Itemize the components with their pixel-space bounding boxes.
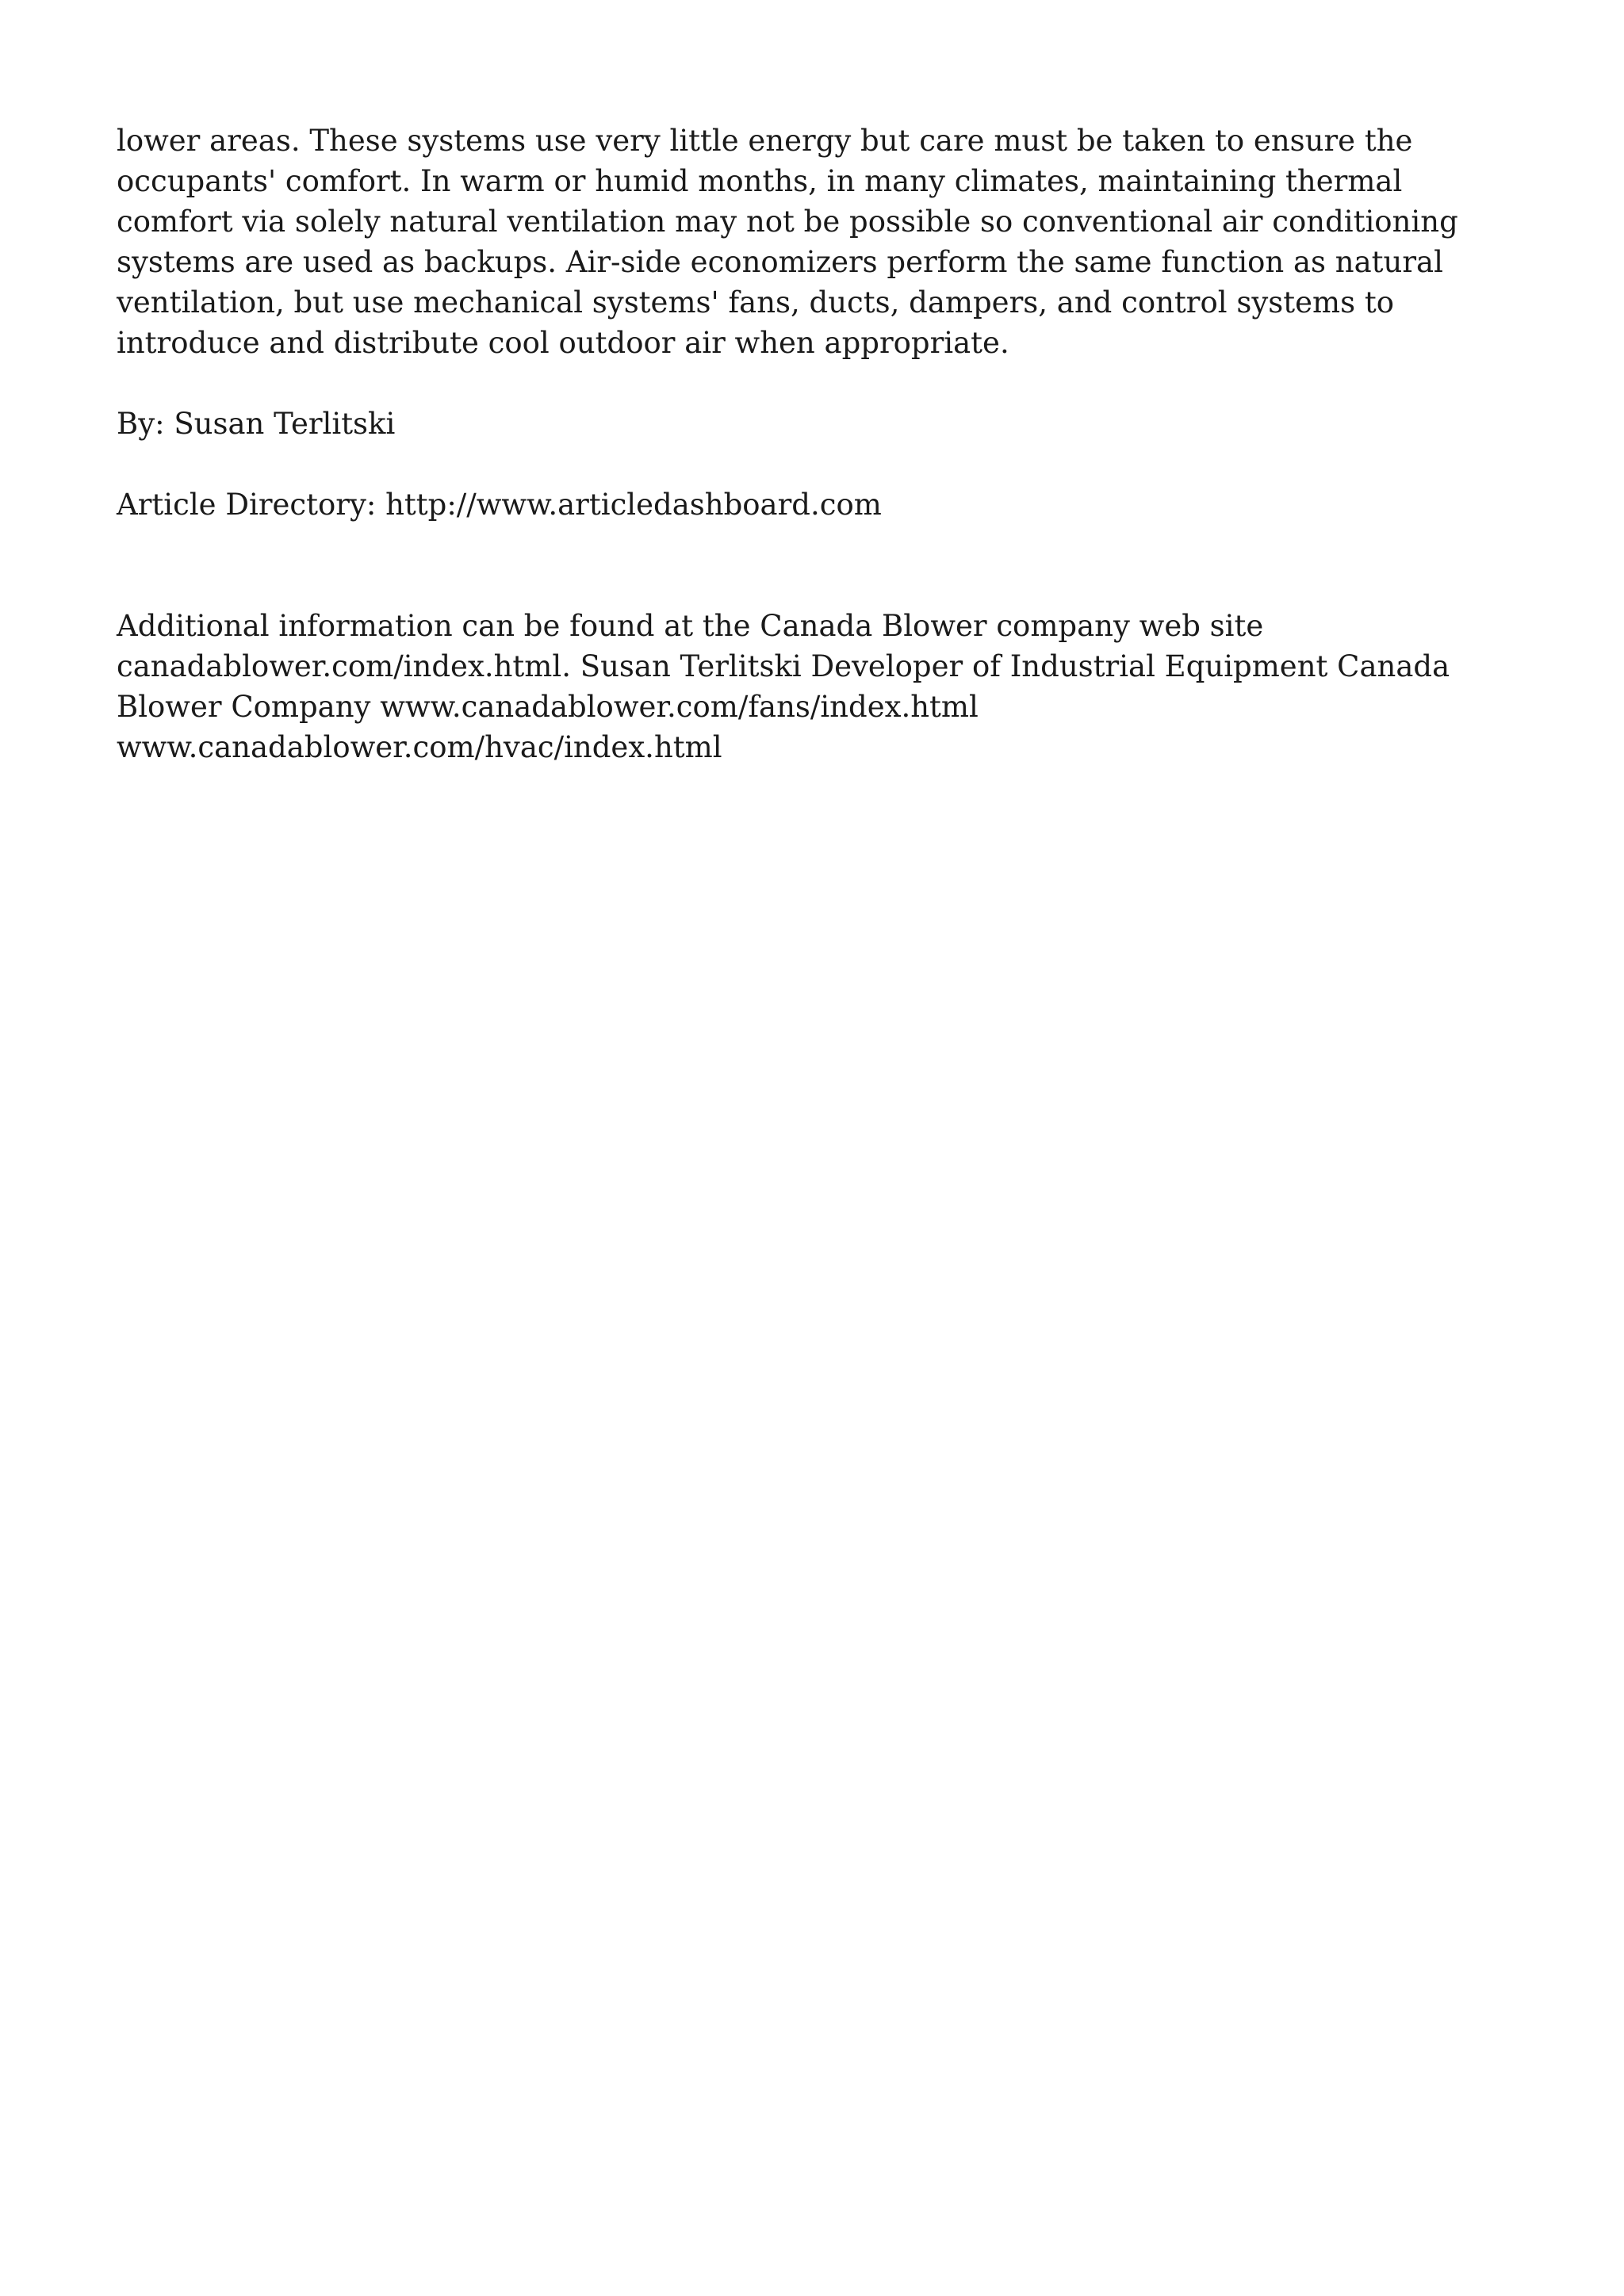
additional-info-paragraph: Additional information can be found at the Canada Blower company web site canadablower.com/index.html. Susan Terlitski Developer of Industrial Equipment Canada Blower Company www.canadablower.com/fans/index.html www.canadablower.com/hvac/index.html (117, 609, 1450, 764)
article-body-paragraph: lower areas. These systems use very little energy but care must be taken to ensure the occupants' comfort. In warm or humid months, in many climates, maintaining thermal comfort via solely natural ventilation may not be possible so conventional air conditioning systems are used as backups. Air-side economizers perform the same function as natural ventilation, but use mechanical systems' fans, ducts, dampers, and control systems to introduce and distribute cool outdoor air when appropriate. (117, 124, 1458, 360)
article-directory-text: Article Directory: http://www.articledashboard.com (117, 488, 882, 522)
document-page (117, 121, 1520, 767)
author-byline: By: Susan Terlitski (117, 407, 396, 441)
